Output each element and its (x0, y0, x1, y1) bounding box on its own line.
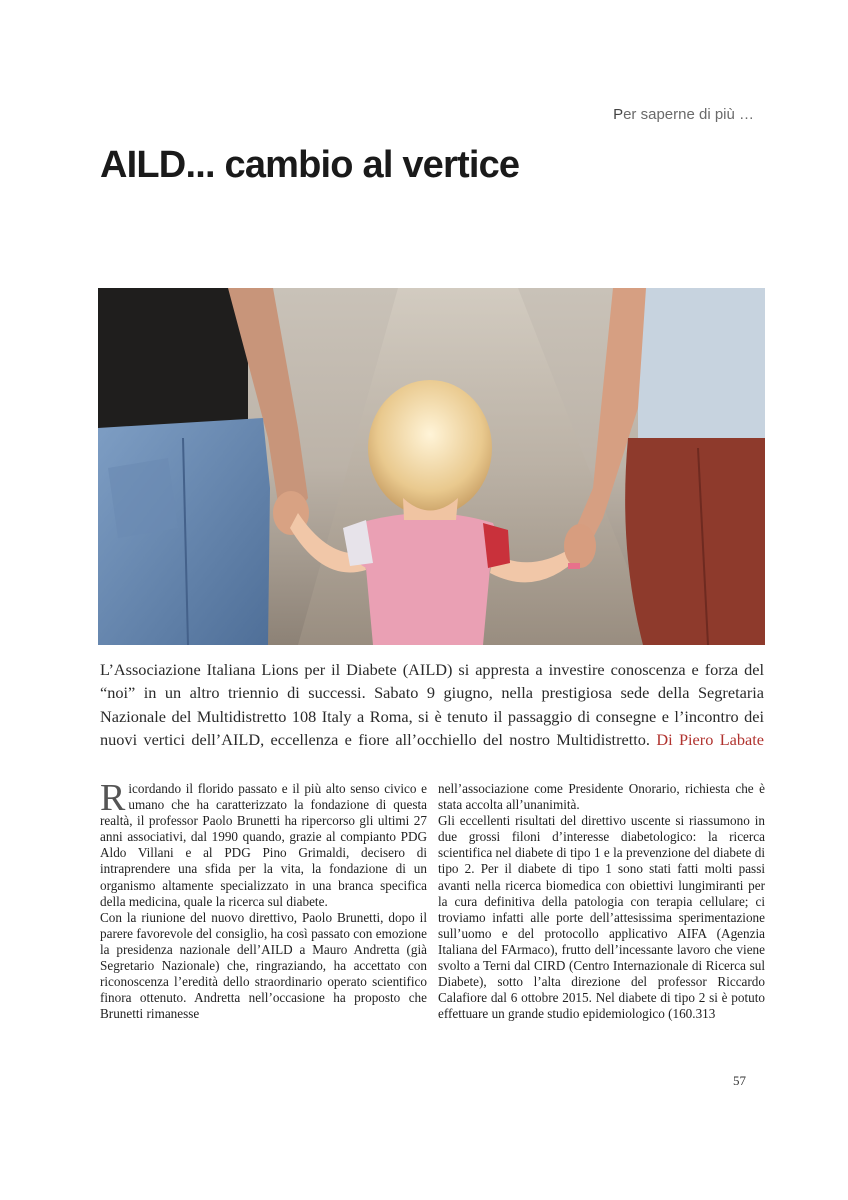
article-author: Di Piero Labate (656, 730, 764, 750)
article-photo (98, 288, 765, 645)
lead-text: L’Associazione Italiana Lions per il Diabete (AILD) si appresta a investire conoscenza e forza del “noi” in un altro triennio di successi. Sabato 9 giugno, nella prestigiosa sede della Segretaria Nazionale del Multidistretto 108 Italy a Roma, si è tenuto il passaggio di consegne e l’incontro dei nuovi vertici dell’AILD, eccellenza e fiore all’occhiello del nostro Multidistretto. (100, 660, 764, 750)
dropcap: R (100, 777, 126, 819)
body-paragraph-text: icordando il florido passato e il più alto senso civico e umano che ha caratterizzato la fondazione di questa realtà, il professor Paolo Brunetti ha ripercorso gli ultimi 27 anni associativi, dal 1990 quando, grazie al compianto PDG Aldo Villani e al PDG Pino Grimaldi, decisero di intraprendere una sfida per la vita, la fondazione di un organismo altamente specializzato in una branca specifica della medicina, quale la ricerca sul diabete. (100, 781, 427, 909)
body-column-left (100, 777, 427, 1022)
body-paragraph: nell’associazione come Presidente Onorario, richiesta che è stata accolta all’unanimità. (438, 781, 765, 813)
article-lead (100, 658, 764, 752)
body-paragraph: Gli eccellenti risultati del direttivo uscente si riassumono in due grossi filoni d’interesse diabetologico: la ricerca scientifica nel diabete di tipo 1 e la prevenzione del diabete di tipo 2. Per il diabete di tipo 1 sono stati fatti molti passi avanti nella ricerca biomedica con obiettivi lungimiranti per la cura definitiva della patologia con terapia cellulare; ci troviamo infatti alle porte dell’attesissima sperimentazione sull’uomo e del protocollo applicativo AIFA (Agenzia Italiana del FArmaco), frutto dell’incessante lavoro che viene svolto a Terni dal CIRD (Centro Internazionale di Ricerca sul Diabete), sotto l’alta direzione del professor Riccardo Calafiore dal 6 ottobre 2015. Nel diabete di tipo 2 si è potuto effettuare un grande studio epidemiologico (160.313 (438, 813, 765, 1022)
body-column-right (438, 781, 765, 1022)
section-tag (613, 106, 754, 123)
body-paragraph: Con la riunione del nuovo direttivo, Paolo Brunetti, dopo il parere favorevole del consiglio, ha così passato con emozione la presidenza nazionale dell’AILD a Mauro Andretta (già Segretario Nazionale) che, ringraziando, ha accettato con riconoscenza l’eredità dello straordinario operato scientifico finora ottenuto. Andretta nell’occasione ha proposto che Brunetti rimanesse (100, 909, 427, 1022)
family-walking-photo (98, 288, 765, 645)
section-tag-text: er saperne di più … (623, 106, 754, 123)
page-number: 57 (733, 1073, 746, 1088)
article-title: AILD... cambio al vertice (100, 144, 520, 186)
body-paragraph (100, 777, 427, 910)
section-tag-initial: P (613, 106, 624, 123)
